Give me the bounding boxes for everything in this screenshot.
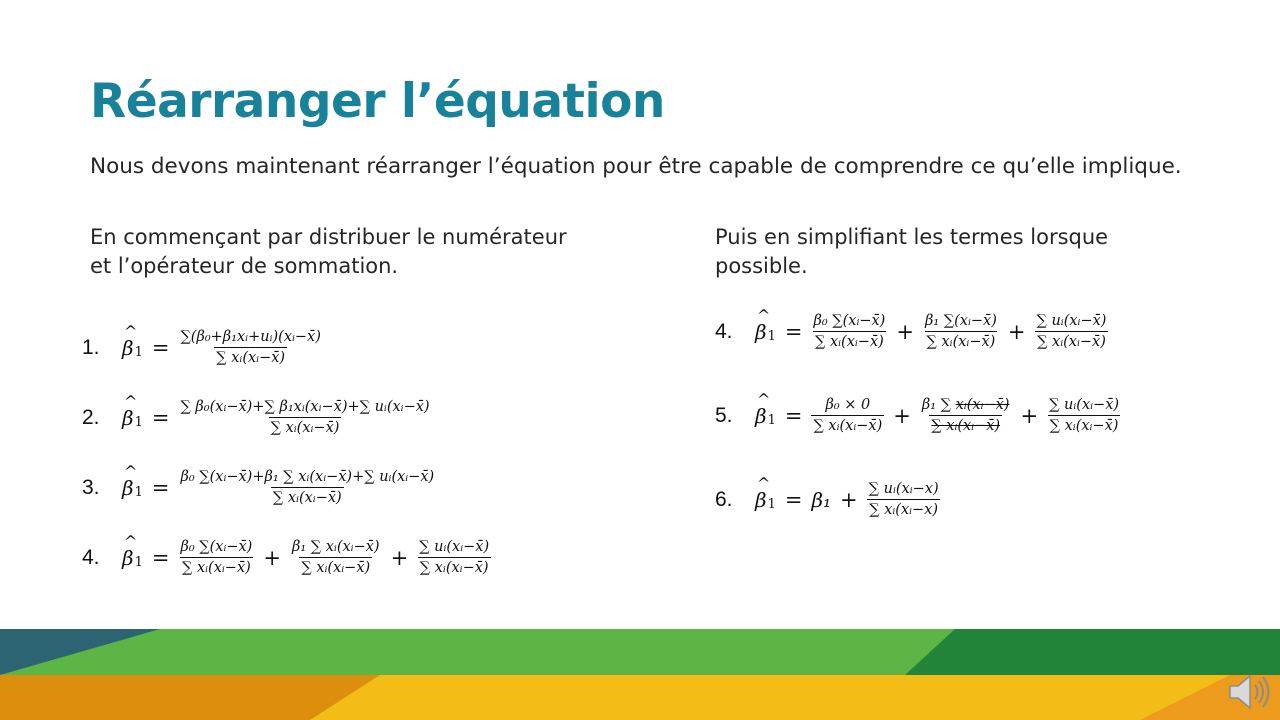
fraction	[811, 312, 887, 351]
beta-hat-lhs: ^ β $_1$	[122, 336, 143, 360]
numerator-prefix: β₁ ∑	[921, 397, 956, 413]
left-equation-1	[82, 328, 323, 367]
numerator: β₁ ∑(xᵢ−x̄)	[924, 313, 997, 329]
denominator: ∑ xᵢ(xᵢ−x̄)	[299, 557, 372, 577]
fraction	[1047, 396, 1121, 435]
left-heading-line2: et l’opérateur de sommation.	[90, 254, 399, 278]
fraction	[290, 538, 382, 577]
equals-sign: =	[784, 403, 803, 428]
denominator: ∑ xᵢ(xᵢ−x̄)	[214, 347, 287, 367]
equals-sign: =	[151, 335, 170, 360]
equation-number: 5.	[715, 403, 733, 427]
left-heading-line1: En commençant par distribuer le numérateur	[90, 225, 567, 249]
beta-hat-lhs: ^ β $_1$	[755, 404, 776, 428]
denominator	[929, 415, 1002, 435]
equals-sign: =	[151, 405, 170, 430]
plus-sign: +	[896, 319, 914, 344]
slide-intro: Nous devons maintenant réarranger l’équation pour être capable de comprendre ce qu’elle implique.	[90, 154, 1182, 179]
fraction	[178, 328, 322, 367]
beta-hat-lhs: ^ β $_1$	[122, 476, 143, 500]
equation-number: 1.	[82, 335, 100, 359]
plus-sign: +	[840, 487, 858, 512]
left-equation-4	[82, 538, 491, 577]
fraction	[178, 538, 254, 577]
denominator: ∑ xᵢ(xᵢ−x̄)	[813, 331, 886, 351]
denominator: ∑ xᵢ(xᵢ−x̄)	[1035, 331, 1108, 351]
equals-sign: =	[151, 545, 170, 570]
equals-sign: =	[151, 475, 170, 500]
equals-sign: =	[784, 319, 803, 344]
right-heading-line2: possible.	[715, 254, 808, 278]
fraction	[1034, 312, 1108, 351]
cancelled-fraction	[920, 396, 1012, 435]
left-equation-3	[82, 468, 436, 507]
denominator: ∑ xᵢ(xᵢ−x̄)	[271, 487, 344, 507]
denominator: ∑ xᵢ(xᵢ−x̄)	[180, 557, 253, 577]
denominator: ∑ xᵢ(xᵢ−x̄)	[811, 415, 884, 435]
equation-number: 4.	[715, 319, 733, 343]
fraction	[178, 398, 431, 437]
struck-denominator: ∑ xᵢ(xᵢ−x̄)	[931, 418, 1001, 434]
equation-number: 2.	[82, 405, 100, 429]
right-heading-line1: Puis en simplifiant les termes lorsque	[715, 225, 1109, 249]
beta-hat-lhs: ^ β $_1$	[755, 488, 776, 512]
denominator: ∑ xᵢ(xᵢ−x̄)	[269, 417, 342, 437]
denominator: ∑ xᵢ(xᵢ−x̄)	[418, 557, 491, 577]
left-equation-2	[82, 398, 432, 437]
numerator: β₁ ∑ xᵢ(xᵢ−x̄)	[291, 539, 380, 555]
plus-sign: +	[390, 545, 409, 570]
beta-1-term: β₁	[811, 487, 832, 512]
right-column-heading	[715, 223, 1108, 281]
denominator: ∑ xᵢ(xᵢ−x̄)	[1048, 415, 1121, 435]
footer-band-dark-green	[905, 629, 1280, 675]
denominator: ∑ xᵢ(xᵢ−x)	[867, 499, 940, 519]
numerator: ∑ β₀(xᵢ−x̄)+∑ β₁xᵢ(xᵢ−x̄)+∑ uᵢ(xᵢ−x̄)	[180, 399, 430, 415]
right-equation-6	[715, 480, 941, 519]
numerator	[920, 396, 1012, 415]
plus-sign: +	[1020, 403, 1039, 428]
slide-title: Réarranger l’équation	[90, 74, 665, 129]
fraction	[923, 312, 999, 351]
numerator: β₀ ∑(xᵢ−x̄)+β₁ ∑ xᵢ(xᵢ−x̄)+∑ uᵢ(xᵢ−x̄)	[180, 469, 435, 485]
fraction	[867, 480, 941, 519]
numerator: ∑ uᵢ(xᵢ−x̄)	[1049, 397, 1120, 413]
numerator: β₀ × 0	[825, 397, 871, 413]
numerator: ∑ uᵢ(xᵢ−x̄)	[419, 539, 490, 555]
equation-number: 6.	[715, 487, 733, 511]
plus-sign: +	[893, 403, 911, 428]
equals-sign: =	[784, 487, 803, 512]
struck-numerator: xᵢ(xᵢ−x̄)	[955, 397, 1010, 413]
numerator: β₀ ∑(xᵢ−x̄)	[813, 313, 886, 329]
fraction	[417, 538, 491, 577]
fraction	[178, 468, 436, 507]
speaker-icon[interactable]	[1226, 672, 1272, 712]
beta-hat-lhs: ^ β $_1$	[122, 546, 143, 570]
plus-sign: +	[263, 545, 281, 570]
right-equation-5	[715, 396, 1121, 435]
numerator: β₀ ∑(xᵢ−x̄)	[180, 539, 253, 555]
equation-number: 3.	[82, 475, 100, 499]
fraction	[811, 396, 884, 435]
right-equation-4	[715, 312, 1108, 351]
beta-hat-lhs: ^ β $_1$	[122, 406, 143, 430]
numerator: ∑ uᵢ(xᵢ−x)	[868, 481, 939, 497]
equation-number: 4.	[82, 545, 100, 569]
denominator: ∑ xᵢ(xᵢ−x̄)	[925, 331, 998, 351]
numerator: ∑(β₀+β₁xᵢ+uᵢ)(xᵢ−x̄)	[180, 329, 321, 345]
beta-hat-lhs: ^ β $_1$	[755, 320, 776, 344]
left-column-heading	[90, 223, 567, 281]
plus-sign: +	[1007, 319, 1026, 344]
numerator: ∑ uᵢ(xᵢ−x̄)	[1036, 313, 1107, 329]
